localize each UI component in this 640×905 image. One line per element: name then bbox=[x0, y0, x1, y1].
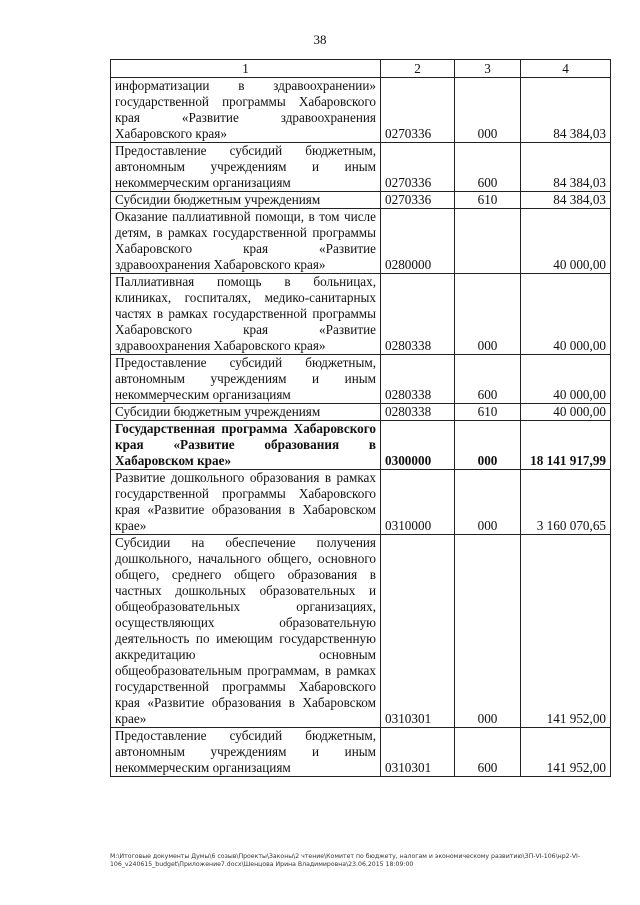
row-code-cell: 0280338 bbox=[381, 404, 455, 421]
row-amount-cell: 40 000,00 bbox=[521, 274, 611, 355]
page-number: 38 bbox=[313, 32, 327, 47]
row-code-cell: 0310301 bbox=[381, 535, 455, 728]
row-name-cell: Государственная программа Хабаровского края «Развитие образования в Хабаровском крае» bbox=[111, 421, 381, 470]
row-code-cell: 0300000 bbox=[381, 421, 455, 470]
row-name-cell: Предоставление субсидий бюджетным, автономным учреждениям и иным некоммерческим организациям bbox=[111, 143, 381, 192]
row-code-cell: 0280338 bbox=[381, 274, 455, 355]
row-type-cell: 000 bbox=[455, 78, 521, 143]
table-row bbox=[111, 404, 611, 421]
header-col-1: 1 bbox=[111, 60, 381, 78]
header-col-2: 2 bbox=[381, 60, 455, 78]
row-code-cell: 0310000 bbox=[381, 470, 455, 535]
file-path-footer bbox=[110, 853, 615, 869]
table-row bbox=[111, 355, 611, 404]
table-row bbox=[111, 535, 611, 728]
row-type-cell: 000 bbox=[455, 535, 521, 728]
row-amount-cell: 40 000,00 bbox=[521, 209, 611, 274]
footer-line-2: 106_v240615_budget\Приложение7.docx\Шенцова Ирина Владимировна\23.06.2015 18:09:00 bbox=[110, 861, 414, 868]
table-row bbox=[111, 192, 611, 209]
row-amount-cell: 18 141 917,99 bbox=[521, 421, 611, 470]
table-header-row bbox=[111, 60, 611, 78]
row-amount-cell: 84 384,03 bbox=[521, 78, 611, 143]
row-amount-cell: 3 160 070,65 bbox=[521, 470, 611, 535]
row-type-cell: 600 bbox=[455, 143, 521, 192]
row-amount-cell: 141 952,00 bbox=[521, 535, 611, 728]
row-name-cell: Предоставление субсидий бюджетным, автономным учреждениям и иным некоммерческим организациям bbox=[111, 728, 381, 777]
table-row bbox=[111, 209, 611, 274]
table-row bbox=[111, 728, 611, 777]
row-amount-cell: 84 384,03 bbox=[521, 192, 611, 209]
row-code-cell: 0280338 bbox=[381, 355, 455, 404]
table-row bbox=[111, 470, 611, 535]
row-type-cell: 610 bbox=[455, 404, 521, 421]
row-amount-cell: 141 952,00 bbox=[521, 728, 611, 777]
table-row bbox=[111, 274, 611, 355]
row-type-cell bbox=[455, 209, 521, 274]
row-amount-cell: 84 384,03 bbox=[521, 143, 611, 192]
row-name-cell: Паллиативная помощь в больницах, клиниках, госпиталях, медико-санитарных частях в рамках государственной программы Хабаровского края «Развитие здравоохранения Хабаровского края» bbox=[111, 274, 381, 355]
header-col-3: 3 bbox=[455, 60, 521, 78]
footer-line-1: M:\Итоговые документы Думы\6 созыв\Проекты\Законы\2 чтение\Комитет по бюджету, налогам и экономическому развитию\ЗП-VI-106\нр2-VI- bbox=[110, 853, 581, 860]
row-type-cell: 610 bbox=[455, 192, 521, 209]
row-code-cell: 0270336 bbox=[381, 78, 455, 143]
row-name-cell: Субсидии на обеспечение получения дошкольного, начального общего, основного общего, среднего общего образования в частных дошкольных образовательных и общеобразовательных организациях, осуществляющих образовательную деятельность по имеющим государственную аккредитацию основным общеобразовательным программам, в рамках государственной программы Хабаровского края «Развитие образования в Хабаровском крае» bbox=[111, 535, 381, 728]
row-code-cell: 0310301 bbox=[381, 728, 455, 777]
row-code-cell: 0280000 bbox=[381, 209, 455, 274]
table-row bbox=[111, 421, 611, 470]
row-type-cell: 000 bbox=[455, 421, 521, 470]
row-name-cell: Развитие дошкольного образования в рамках государственной программы Хабаровского края «Развитие образования в Хабаровском крае» bbox=[111, 470, 381, 535]
row-name-cell: информатизации в здравоохранении» государственной программы Хабаровского края «Развитие здравоохранения Хабаровского края» bbox=[111, 78, 381, 143]
row-name-cell: Субсидии бюджетным учреждениям bbox=[111, 192, 381, 209]
row-name-cell: Субсидии бюджетным учреждениям bbox=[111, 404, 381, 421]
row-name-cell: Оказание паллиативной помощи, в том числе детям, в рамках государственной программы Хабаровского края «Развитие здравоохранения Хабаровского края» bbox=[111, 209, 381, 274]
row-code-cell: 0270336 bbox=[381, 192, 455, 209]
row-type-cell: 600 bbox=[455, 728, 521, 777]
row-type-cell: 000 bbox=[455, 470, 521, 535]
table-row bbox=[111, 143, 611, 192]
row-type-cell: 600 bbox=[455, 355, 521, 404]
row-amount-cell: 40 000,00 bbox=[521, 404, 611, 421]
budget-table bbox=[110, 59, 611, 777]
row-type-cell: 000 bbox=[455, 274, 521, 355]
row-code-cell: 0270336 bbox=[381, 143, 455, 192]
table-row bbox=[111, 78, 611, 143]
row-amount-cell: 40 000,00 bbox=[521, 355, 611, 404]
header-col-4: 4 bbox=[521, 60, 611, 78]
row-name-cell: Предоставление субсидий бюджетным, автономным учреждениям и иным некоммерческим организациям bbox=[111, 355, 381, 404]
